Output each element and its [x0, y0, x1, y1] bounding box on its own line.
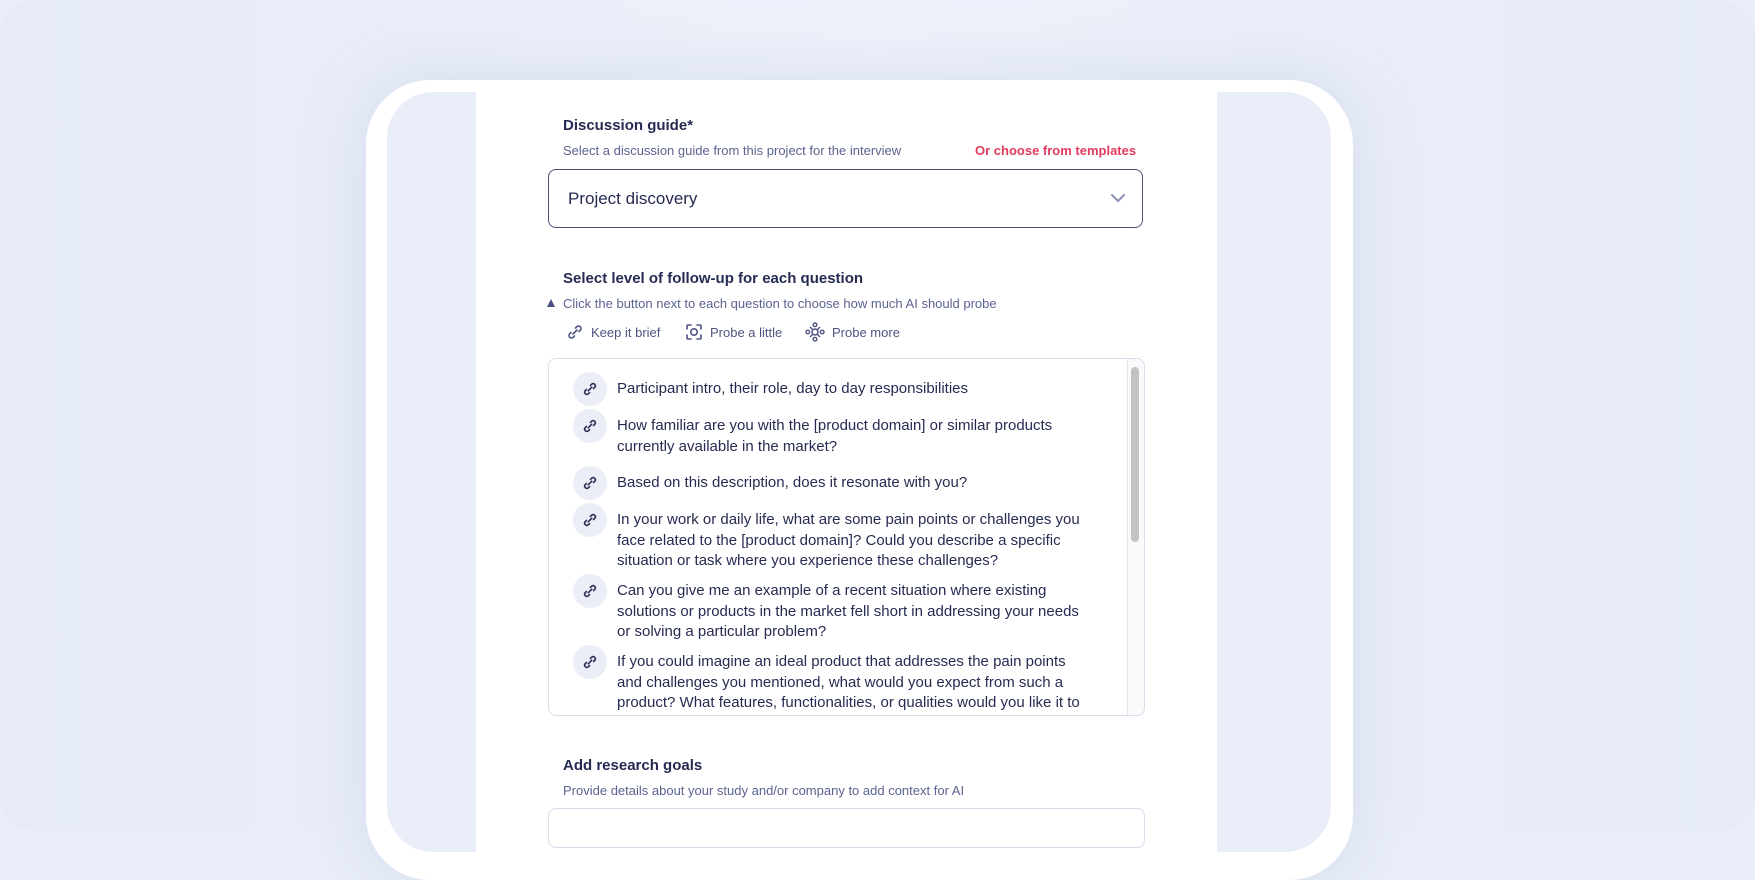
choose-templates-link[interactable]: Or choose from templates: [975, 143, 1137, 158]
research-goals-label: Add research goals: [563, 757, 703, 774]
question-text: In your work or daily life, what are some pain points or challenges you face related to the [product domain]? Could you describe a specific situation or task where you experience these challenges?: [617, 511, 1080, 569]
question-text: Participant intro, their role, day to day responsibilities: [617, 380, 969, 397]
follow-up-level-button[interactable]: [573, 645, 607, 679]
follow-up-label: Select level of follow-up for each question: [563, 270, 864, 287]
legend-probe-more: [805, 322, 900, 342]
focus-icon: [685, 323, 703, 341]
link-icon: [582, 475, 598, 491]
legend-label: Probe a little: [710, 324, 783, 340]
research-goals-hint: Provide details about your study and/or company to add context for AI: [563, 783, 965, 798]
follow-up-level-button[interactable]: [573, 466, 607, 500]
discussion-guide-select[interactable]: [548, 169, 1143, 228]
network-icon: [805, 322, 825, 342]
scrollbar-thumb[interactable]: [1131, 367, 1139, 542]
follow-up-level-button[interactable]: [573, 574, 607, 608]
follow-up-level-button[interactable]: [573, 503, 607, 537]
questions-scrollbar[interactable]: [1127, 359, 1144, 715]
link-icon: [566, 323, 584, 341]
link-icon: [582, 418, 598, 434]
questions-list[interactable]: [548, 358, 1145, 716]
question-item: [573, 473, 1083, 500]
discussion-guide-selected-value: Project discovery: [568, 189, 698, 208]
link-icon: [582, 583, 598, 599]
follow-up-level-button[interactable]: [573, 372, 607, 406]
link-icon: [582, 381, 598, 397]
question-item: [573, 510, 1083, 572]
question-text: If you could imagine an ideal product that addresses the pain points and challenges you mentioned, what would you expect from such a product? What features, functionalities, or qualities would you like it to: [617, 653, 1080, 711]
follow-up-hint: Click the button next to each question to choose how much AI should probe: [563, 296, 997, 311]
discussion-guide-hint: Select a discussion guide from this project for the interview: [563, 143, 902, 158]
question-item: [573, 379, 1083, 406]
link-icon: [582, 654, 598, 670]
legend-probe-a-little: [685, 322, 782, 342]
research-goals-input[interactable]: [548, 808, 1145, 848]
question-item: [573, 581, 1083, 643]
chevron-down-icon: [1110, 192, 1126, 204]
collapse-triangle-icon[interactable]: [546, 298, 556, 308]
question-item: [573, 652, 1083, 714]
discussion-guide-label: Discussion guide*: [563, 117, 694, 134]
link-icon: [582, 512, 598, 528]
legend-keep-it-brief: [566, 322, 660, 342]
legend-label: Probe more: [832, 324, 900, 340]
follow-up-level-button[interactable]: [573, 409, 607, 443]
question-text: Can you give me an example of a recent situation where existing solutions or products in the market fell short in addressing your needs or solving a particular problem?: [617, 582, 1079, 640]
question-item: [573, 416, 1083, 457]
question-text: How familiar are you with the [product domain] or similar products currently available in the market?: [617, 417, 1053, 455]
question-text: Based on this description, does it resonate with you?: [617, 474, 968, 491]
legend-label: Keep it brief: [591, 324, 661, 340]
